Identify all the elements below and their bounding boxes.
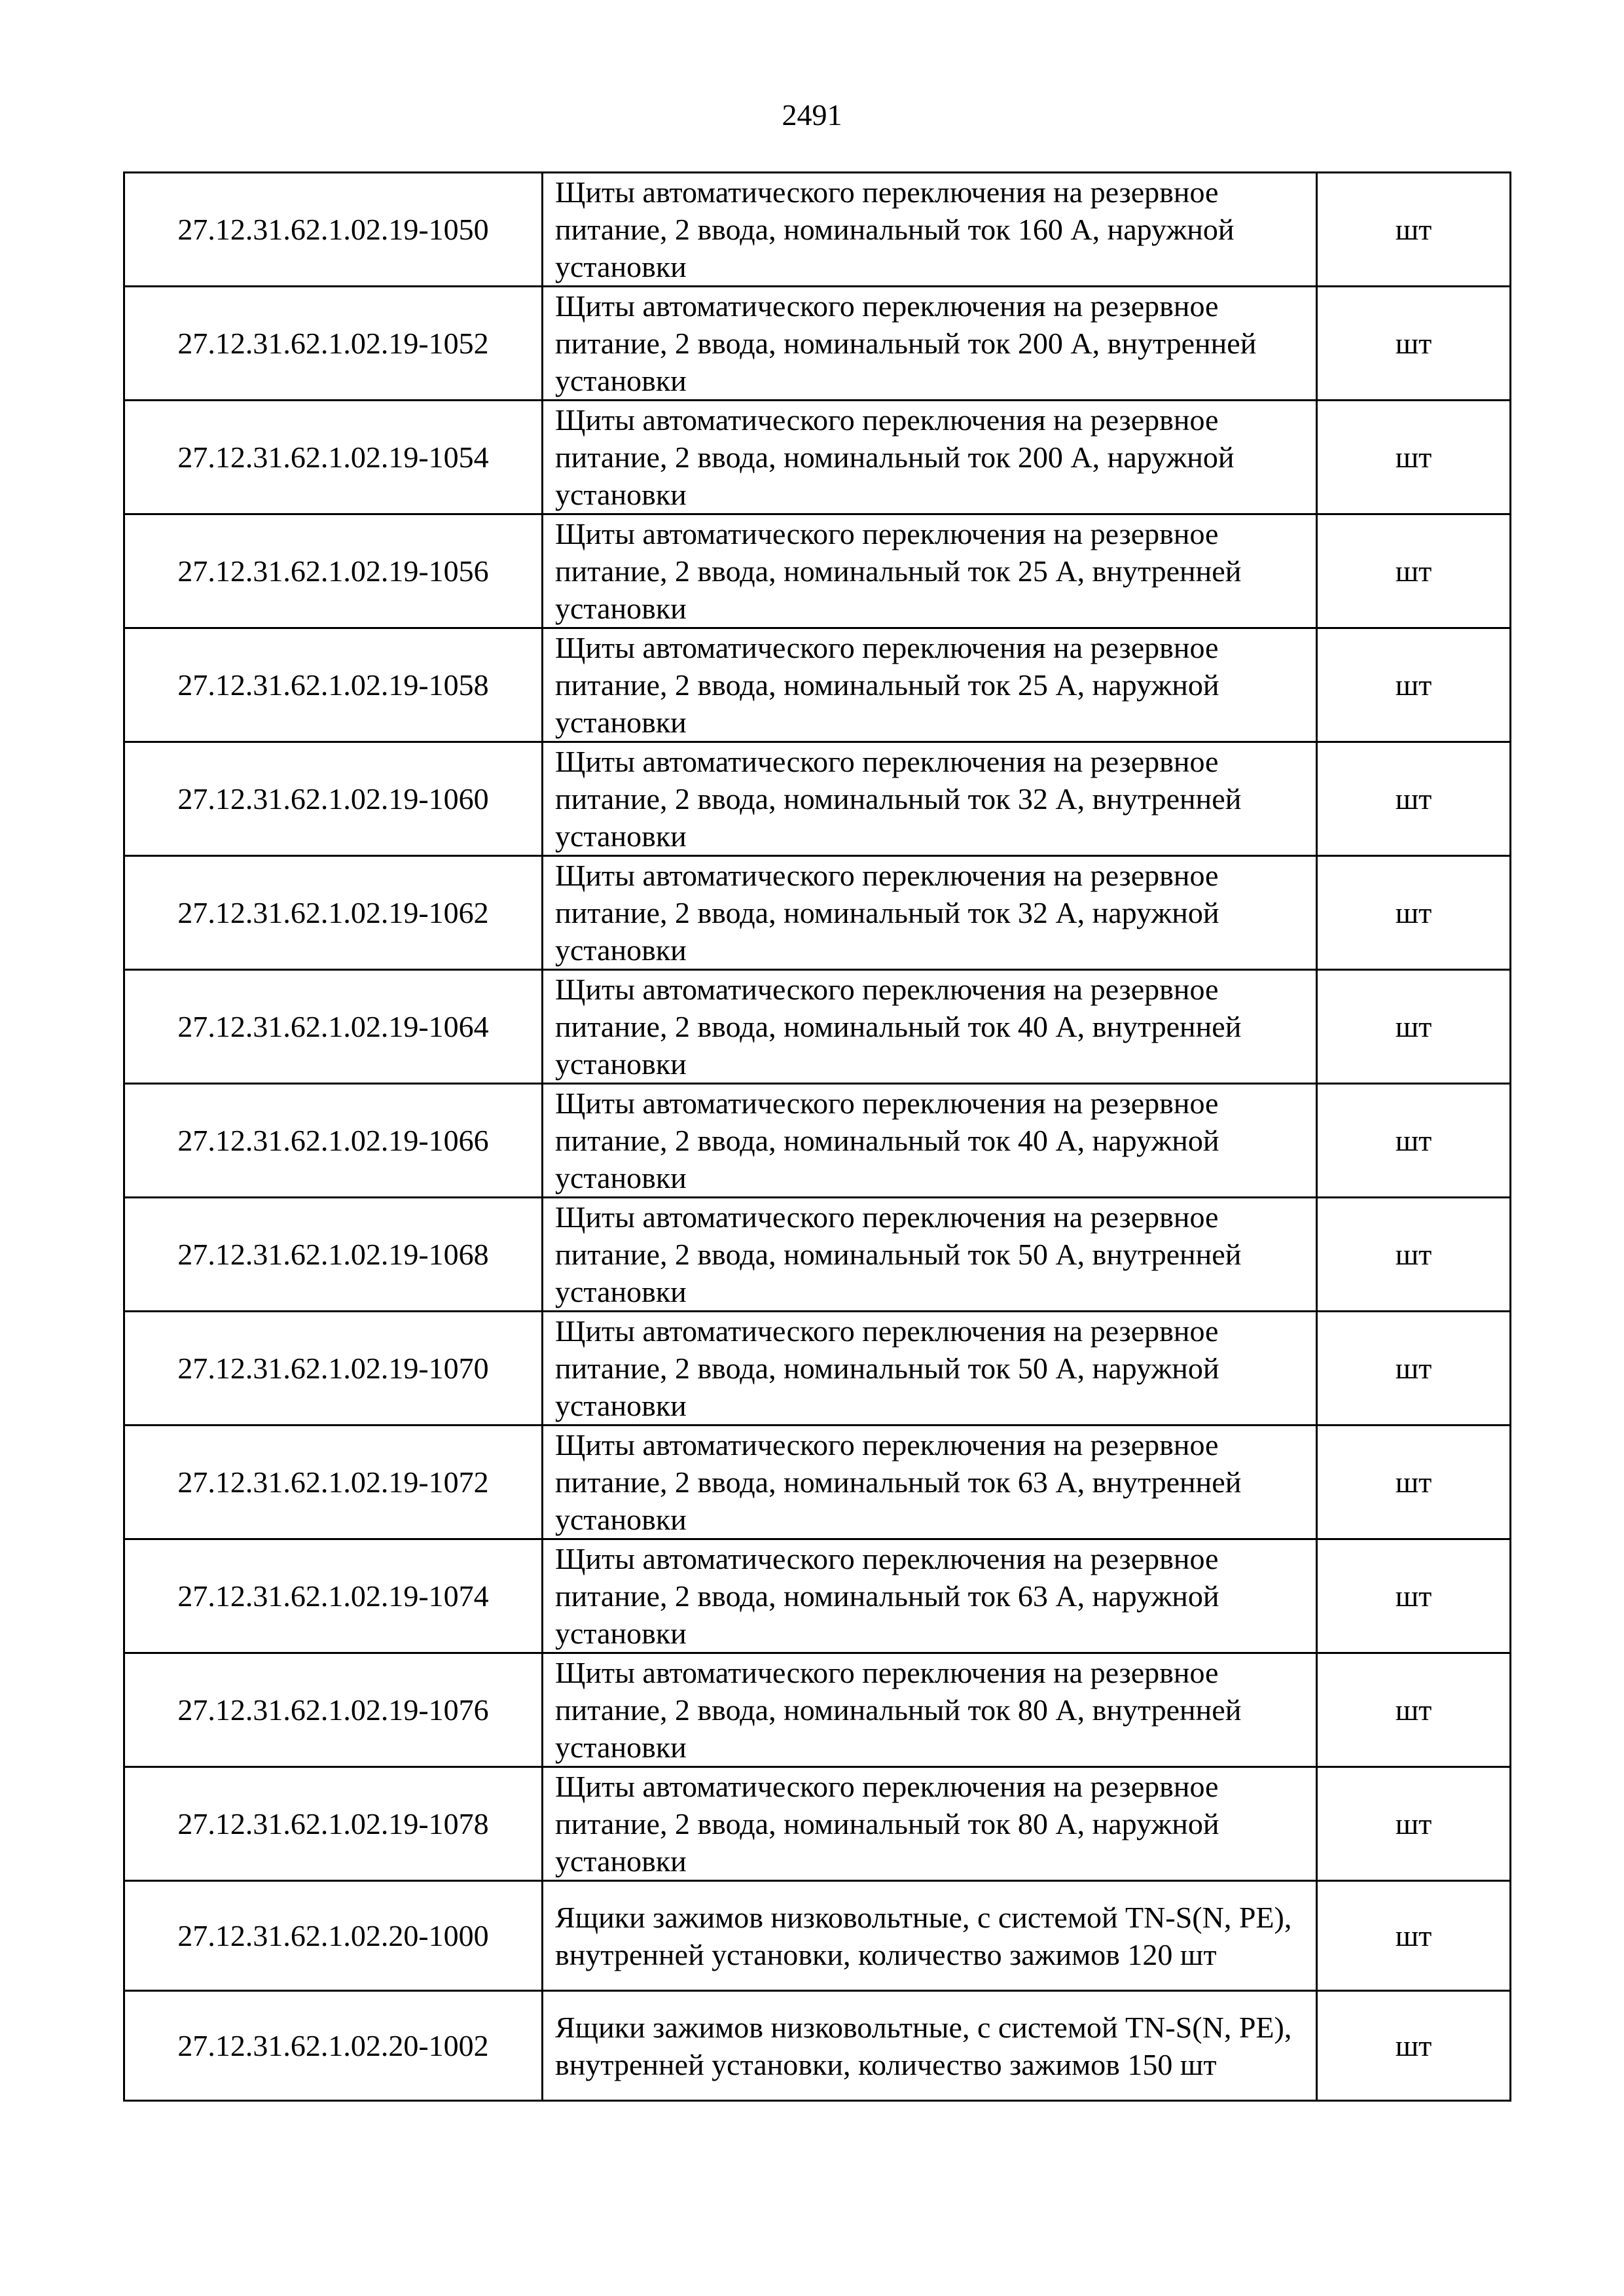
item-code: 27.12.31.62.1.02.19-1078 <box>124 1767 543 1881</box>
item-code: 27.12.31.62.1.02.19-1070 <box>124 1312 543 1426</box>
item-code: 27.12.31.62.1.02.19-1050 <box>124 173 543 287</box>
item-unit: шт <box>1317 173 1511 287</box>
table-row <box>124 401 1511 514</box>
table-row <box>124 742 1511 856</box>
table-row <box>124 287 1511 401</box>
item-description: Щиты автоматического переключения на резервное питание, 2 ввода, номинальный ток 160 А, наружной установки <box>543 173 1317 287</box>
item-unit: шт <box>1317 401 1511 514</box>
item-description: Щиты автоматического переключения на резервное питание, 2 ввода, номинальный ток 40 А, внутренней установки <box>543 970 1317 1084</box>
item-unit: шт <box>1317 1539 1511 1653</box>
item-unit: шт <box>1317 1198 1511 1312</box>
item-unit: шт <box>1317 856 1511 970</box>
item-description: Щиты автоматического переключения на резервное питание, 2 ввода, номинальный ток 25 А, внутренней установки <box>543 514 1317 628</box>
item-description: Щиты автоматического переключения на резервное питание, 2 ввода, номинальный ток 200 А, внутренней установки <box>543 287 1317 401</box>
item-code: 27.12.31.62.1.02.19-1064 <box>124 970 543 1084</box>
item-description: Щиты автоматического переключения на резервное питание, 2 ввода, номинальный ток 40 А, наружной установки <box>543 1084 1317 1198</box>
item-code: 27.12.31.62.1.02.19-1062 <box>124 856 543 970</box>
item-unit: шт <box>1317 742 1511 856</box>
item-description: Щиты автоматического переключения на резервное питание, 2 ввода, номинальный ток 32 А, внутренней установки <box>543 742 1317 856</box>
table-row <box>124 856 1511 970</box>
item-description: Щиты автоматического переключения на резервное питание, 2 ввода, номинальный ток 50 А, внутренней установки <box>543 1198 1317 1312</box>
item-description: Щиты автоматического переключения на резервное питание, 2 ввода, номинальный ток 25 А, наружной установки <box>543 628 1317 742</box>
item-description: Щиты автоматического переключения на резервное питание, 2 ввода, номинальный ток 80 А, внутренней установки <box>543 1653 1317 1767</box>
table-row <box>124 1312 1511 1426</box>
item-code: 27.12.31.62.1.02.19-1060 <box>124 742 543 856</box>
item-description: Щиты автоматического переключения на резервное питание, 2 ввода, номинальный ток 50 А, наружной установки <box>543 1312 1317 1426</box>
item-unit: шт <box>1317 1426 1511 1539</box>
item-code: 27.12.31.62.1.02.20-1000 <box>124 1881 543 1991</box>
table-row <box>124 1653 1511 1767</box>
item-description: Щиты автоматического переключения на резервное питание, 2 ввода, номинальный ток 32 А, наружной установки <box>543 856 1317 970</box>
table-row <box>124 1991 1511 2101</box>
item-description: Щиты автоматического переключения на резервное питание, 2 ввода, номинальный ток 80 А, наружной установки <box>543 1767 1317 1881</box>
item-description: Щиты автоматического переключения на резервное питание, 2 ввода, номинальный ток 200 А, наружной установки <box>543 401 1317 514</box>
item-unit: шт <box>1317 1084 1511 1198</box>
item-code: 27.12.31.62.1.02.19-1068 <box>124 1198 543 1312</box>
table-row <box>124 970 1511 1084</box>
table-row <box>124 1198 1511 1312</box>
table-row <box>124 1539 1511 1653</box>
page-number: 2491 <box>782 98 842 132</box>
item-unit: шт <box>1317 970 1511 1084</box>
table-row <box>124 1767 1511 1881</box>
item-code: 27.12.31.62.1.02.20-1002 <box>124 1991 543 2101</box>
item-unit: шт <box>1317 287 1511 401</box>
price-table <box>123 171 1511 2102</box>
item-code: 27.12.31.62.1.02.19-1056 <box>124 514 543 628</box>
item-unit: шт <box>1317 1653 1511 1767</box>
item-code: 27.12.31.62.1.02.19-1072 <box>124 1426 543 1539</box>
table-body <box>124 173 1511 2101</box>
item-description: Ящики зажимов низковольтные, с системой TN-S(N, PE), внутренней установки, количество зажимов 150 шт <box>543 1991 1317 2101</box>
table-row <box>124 173 1511 287</box>
item-code: 27.12.31.62.1.02.19-1076 <box>124 1653 543 1767</box>
table-row <box>124 1084 1511 1198</box>
item-code: 27.12.31.62.1.02.19-1074 <box>124 1539 543 1653</box>
item-unit: шт <box>1317 1991 1511 2101</box>
item-unit: шт <box>1317 1767 1511 1881</box>
item-unit: шт <box>1317 514 1511 628</box>
item-code: 27.12.31.62.1.02.19-1054 <box>124 401 543 514</box>
table-row <box>124 1426 1511 1539</box>
item-unit: шт <box>1317 1881 1511 1991</box>
item-description: Щиты автоматического переключения на резервное питание, 2 ввода, номинальный ток 63 А, наружной установки <box>543 1539 1317 1653</box>
table-row <box>124 628 1511 742</box>
item-description: Ящики зажимов низковольтные, с системой TN-S(N, PE), внутренней установки, количество зажимов 120 шт <box>543 1881 1317 1991</box>
item-description: Щиты автоматического переключения на резервное питание, 2 ввода, номинальный ток 63 А, внутренней установки <box>543 1426 1317 1539</box>
item-unit: шт <box>1317 1312 1511 1426</box>
table-row <box>124 1881 1511 1991</box>
item-unit: шт <box>1317 628 1511 742</box>
table-row <box>124 514 1511 628</box>
item-code: 27.12.31.62.1.02.19-1058 <box>124 628 543 742</box>
item-code: 27.12.31.62.1.02.19-1066 <box>124 1084 543 1198</box>
item-code: 27.12.31.62.1.02.19-1052 <box>124 287 543 401</box>
